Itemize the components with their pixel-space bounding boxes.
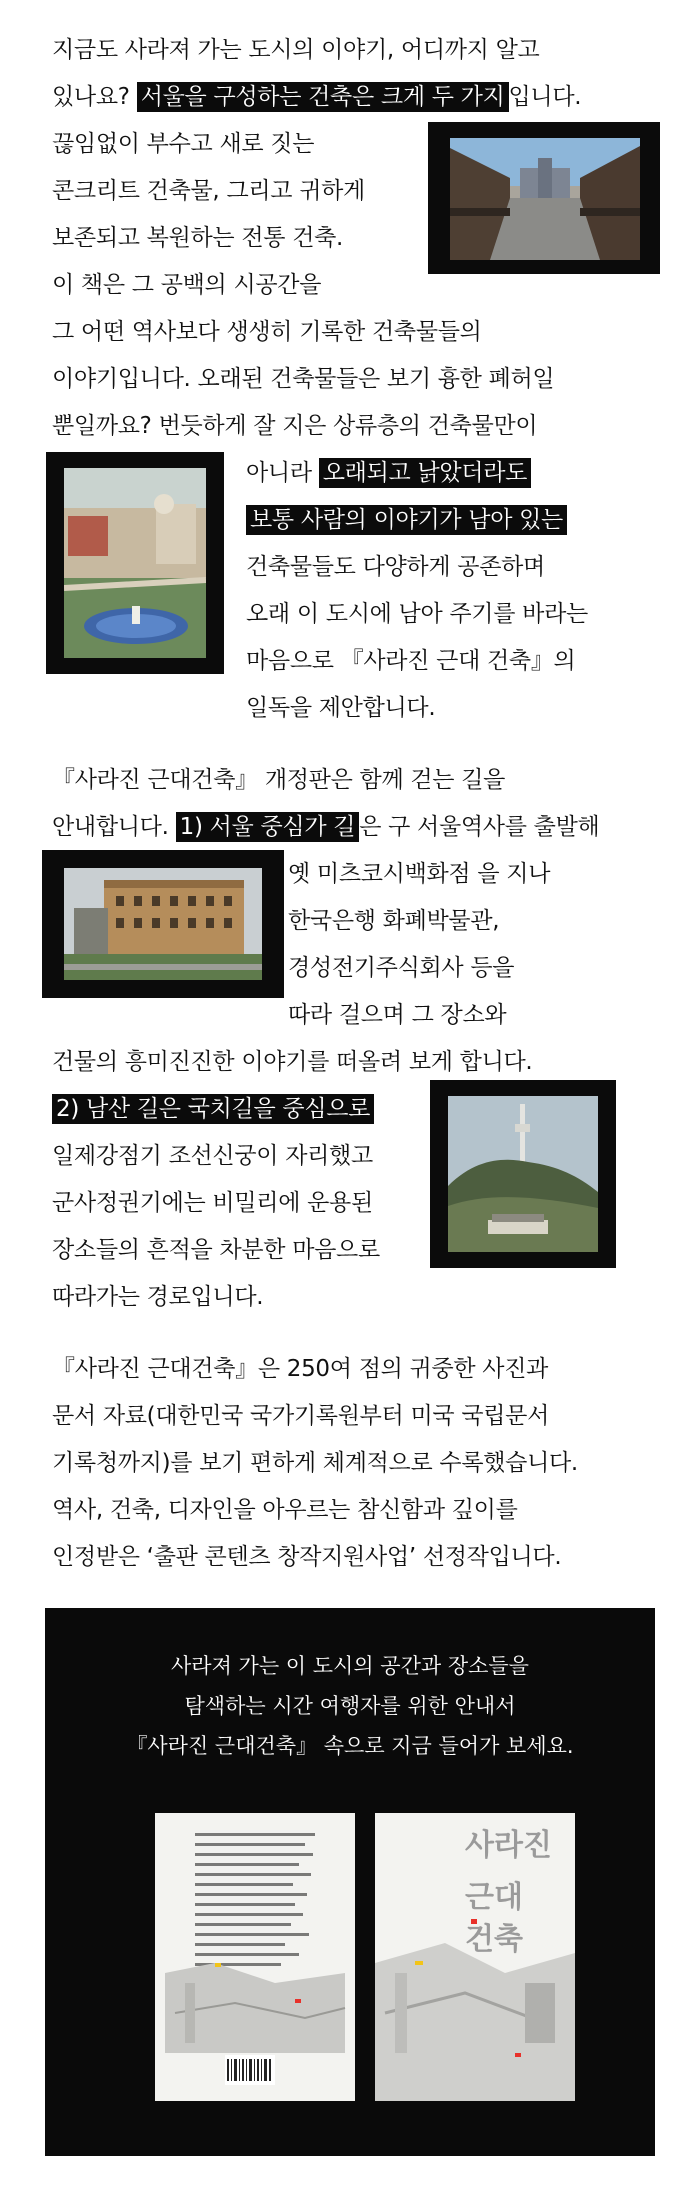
text-segment: 보존되고 복원하는 전통 건축. bbox=[52, 225, 344, 251]
text-line bbox=[52, 168, 365, 215]
promo-line: 탐색하는 시간 여행자를 위한 안내서 bbox=[184, 1694, 516, 1718]
text-segment: 안내합니다. bbox=[52, 814, 176, 840]
text-segment: 경성전기주식회사 등을 bbox=[288, 955, 515, 981]
book-front-cover bbox=[375, 1813, 575, 2101]
book-title bbox=[465, 1827, 552, 1959]
namsan-tower-photo bbox=[448, 1096, 598, 1252]
text-segment: 군사정권기에는 비밀리에 운용된 bbox=[52, 1190, 373, 1216]
text-segment: 그 어떤 역사보다 생생히 기록한 건축물들의 bbox=[52, 319, 482, 345]
highlighted-phrase: 1) 서울 중심가 길 bbox=[176, 812, 360, 842]
text-line bbox=[52, 1274, 263, 1321]
text-segment: 이 책은 그 공백의 시공간을 bbox=[52, 272, 322, 298]
text-segment: 『사라진 근대건축』은 250여 점의 귀중한 사진과 bbox=[52, 1356, 549, 1382]
text-line bbox=[52, 1039, 532, 1086]
text-segment: 콘크리트 건축물, 그리고 귀하게 bbox=[52, 178, 365, 204]
text-segment: 기록청까지)를 보기 편하게 체계적으로 수록했습니다. bbox=[52, 1450, 578, 1476]
text-line bbox=[52, 309, 482, 356]
text-segment: 은 구 서울역사를 출발해 bbox=[359, 814, 600, 840]
text-line bbox=[288, 992, 506, 1039]
book-title-line: 사라진 bbox=[465, 1828, 552, 1863]
text-segment: 이야기입니다. 오래된 건축물들은 보기 흉한 폐허일 bbox=[52, 366, 555, 392]
promo-message bbox=[45, 1646, 655, 1766]
text-line bbox=[246, 544, 545, 591]
corner-building-photo bbox=[64, 868, 262, 980]
text-segment: 일제강점기 조선신궁이 자리했고 bbox=[52, 1143, 373, 1169]
book-title-line: 건축 bbox=[465, 1922, 523, 1957]
text-line bbox=[52, 121, 314, 168]
text-segment: 입니다. bbox=[508, 84, 582, 110]
hanok-street-photo bbox=[450, 138, 640, 260]
text-line bbox=[52, 262, 321, 309]
text-segment: 건물의 흥미진진한 이야기를 떠올려 보게 합니다. bbox=[52, 1049, 533, 1075]
text-line bbox=[52, 1180, 373, 1227]
text-line bbox=[246, 685, 435, 732]
highlighted-phrase: 2) 남산 길은 국치길을 중심으로 bbox=[52, 1094, 374, 1124]
text-line bbox=[246, 497, 567, 544]
highlighted-phrase: 오래되고 낡았더라도 bbox=[319, 458, 531, 488]
highlighted-phrase: 서울을 구성하는 건축은 크게 두 가지 bbox=[137, 82, 509, 112]
text-segment: 아니라 bbox=[246, 460, 319, 486]
text-line bbox=[288, 898, 499, 945]
text-segment: 뿐일까요? 번듯하게 잘 지은 상류층의 건축물만이 bbox=[52, 413, 538, 439]
text-line bbox=[52, 1346, 548, 1393]
text-segment: 『사라진 근대건축』 개정판은 함께 걷는 길을 bbox=[52, 767, 506, 793]
text-segment: 건축물들도 다양하게 공존하며 bbox=[246, 554, 545, 580]
text-line bbox=[52, 804, 599, 851]
promo-banner bbox=[45, 1608, 655, 2156]
text-line bbox=[52, 74, 581, 121]
text-line bbox=[52, 403, 537, 450]
text-line bbox=[52, 757, 505, 804]
promo-line: 『사라진 근대건축』 속으로 지금 들어가 보세요. bbox=[126, 1734, 574, 1758]
text-segment: 오래 이 도시에 남아 주기를 바라는 bbox=[246, 601, 588, 627]
book-back-cover bbox=[155, 1813, 355, 2101]
text-segment: 끊임없이 부수고 새로 짓는 bbox=[52, 131, 315, 157]
promo-line: 사라져 가는 이 도시의 공간과 장소들을 bbox=[171, 1654, 529, 1678]
text-line bbox=[52, 1086, 374, 1133]
text-line bbox=[52, 215, 343, 262]
text-line bbox=[52, 1227, 380, 1274]
text-segment: 역사, 건축, 디자인을 아우르는 참신함과 깊이를 bbox=[52, 1497, 518, 1523]
text-segment: 지금도 사라져 가는 도시의 이야기, 어디까지 알고 bbox=[52, 37, 540, 63]
text-segment: 있나요? bbox=[52, 84, 137, 110]
book-title-line: 근대 bbox=[465, 1880, 523, 1915]
highlighted-phrase: 보통 사람의 이야기가 남아 있는 bbox=[246, 505, 567, 535]
text-segment: 문서 자료(대한민국 국가기록원부터 미국 국립문서 bbox=[52, 1403, 549, 1429]
text-line bbox=[52, 356, 554, 403]
plaza-fountain-photo bbox=[64, 468, 206, 658]
text-segment: 인정받은 ‘출판 콘텐츠 창작지원사업’ 선정작입니다. bbox=[52, 1544, 562, 1570]
text-line bbox=[246, 638, 575, 685]
text-segment: 일독을 제안합니다. bbox=[246, 695, 436, 721]
text-line bbox=[52, 1440, 578, 1487]
text-segment: 따라가는 경로입니다. bbox=[52, 1284, 264, 1310]
text-line bbox=[288, 851, 550, 898]
text-line bbox=[288, 945, 514, 992]
text-line bbox=[52, 1393, 549, 1440]
text-line bbox=[52, 27, 539, 74]
text-segment: 한국은행 화폐박물관, bbox=[288, 908, 500, 934]
text-segment: 마음으로 『사라진 근대 건축』의 bbox=[246, 648, 576, 674]
text-line bbox=[52, 1133, 373, 1180]
text-segment: 따라 걸으며 그 장소와 bbox=[288, 1002, 507, 1028]
text-line bbox=[52, 1534, 561, 1581]
text-segment: 옛 미츠코시백화점 을 지나 bbox=[288, 861, 551, 887]
text-line bbox=[246, 450, 531, 497]
text-segment: 장소들의 흔적을 차분한 마음으로 bbox=[52, 1237, 380, 1263]
text-line bbox=[52, 1487, 518, 1534]
text-line bbox=[246, 591, 588, 638]
